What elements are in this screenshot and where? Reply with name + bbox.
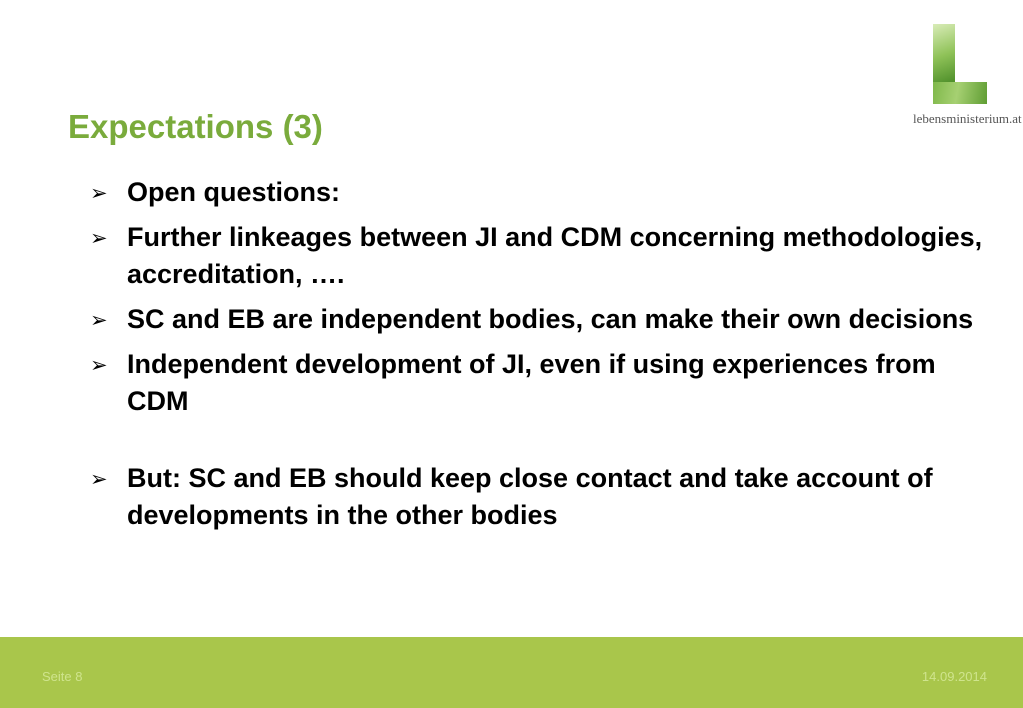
logo-foot <box>933 82 987 104</box>
bullet-text: Open questions: <box>127 177 341 207</box>
bullet-item <box>90 460 990 534</box>
bullet-text: But: SC and EB should keep close contact and take account of developments in the other bodies <box>127 463 933 530</box>
arrowhead-bullet-icon: ➢ <box>90 467 108 491</box>
bullet-item <box>90 346 990 420</box>
footer-bar <box>0 637 1023 708</box>
bullet-list <box>90 174 990 542</box>
slide-date: 14.09.2014 <box>921 669 987 684</box>
l-logo-icon <box>933 24 987 104</box>
arrowhead-bullet-icon: ➢ <box>90 226 108 250</box>
bullet-text: Further linkeages between JI and CDM concerning methodologies, accreditation, …. <box>127 222 983 289</box>
page-number: Seite 8 <box>42 669 83 684</box>
bullet-item <box>90 174 990 211</box>
slide-title: Expectations (3) <box>68 108 323 145</box>
bullet-text: Independent development of JI, even if using experiences from CDM <box>127 349 936 416</box>
bullet-item <box>90 301 990 338</box>
logo-text: lebensministerium.at <box>913 111 1022 126</box>
arrowhead-bullet-icon: ➢ <box>90 353 108 377</box>
bullet-text: SC and EB are independent bodies, can make their own decisions <box>127 304 974 334</box>
arrowhead-bullet-icon: ➢ <box>90 181 108 205</box>
bullet-item <box>90 219 990 293</box>
arrowhead-bullet-icon: ➢ <box>90 308 108 332</box>
logo <box>905 24 1022 134</box>
